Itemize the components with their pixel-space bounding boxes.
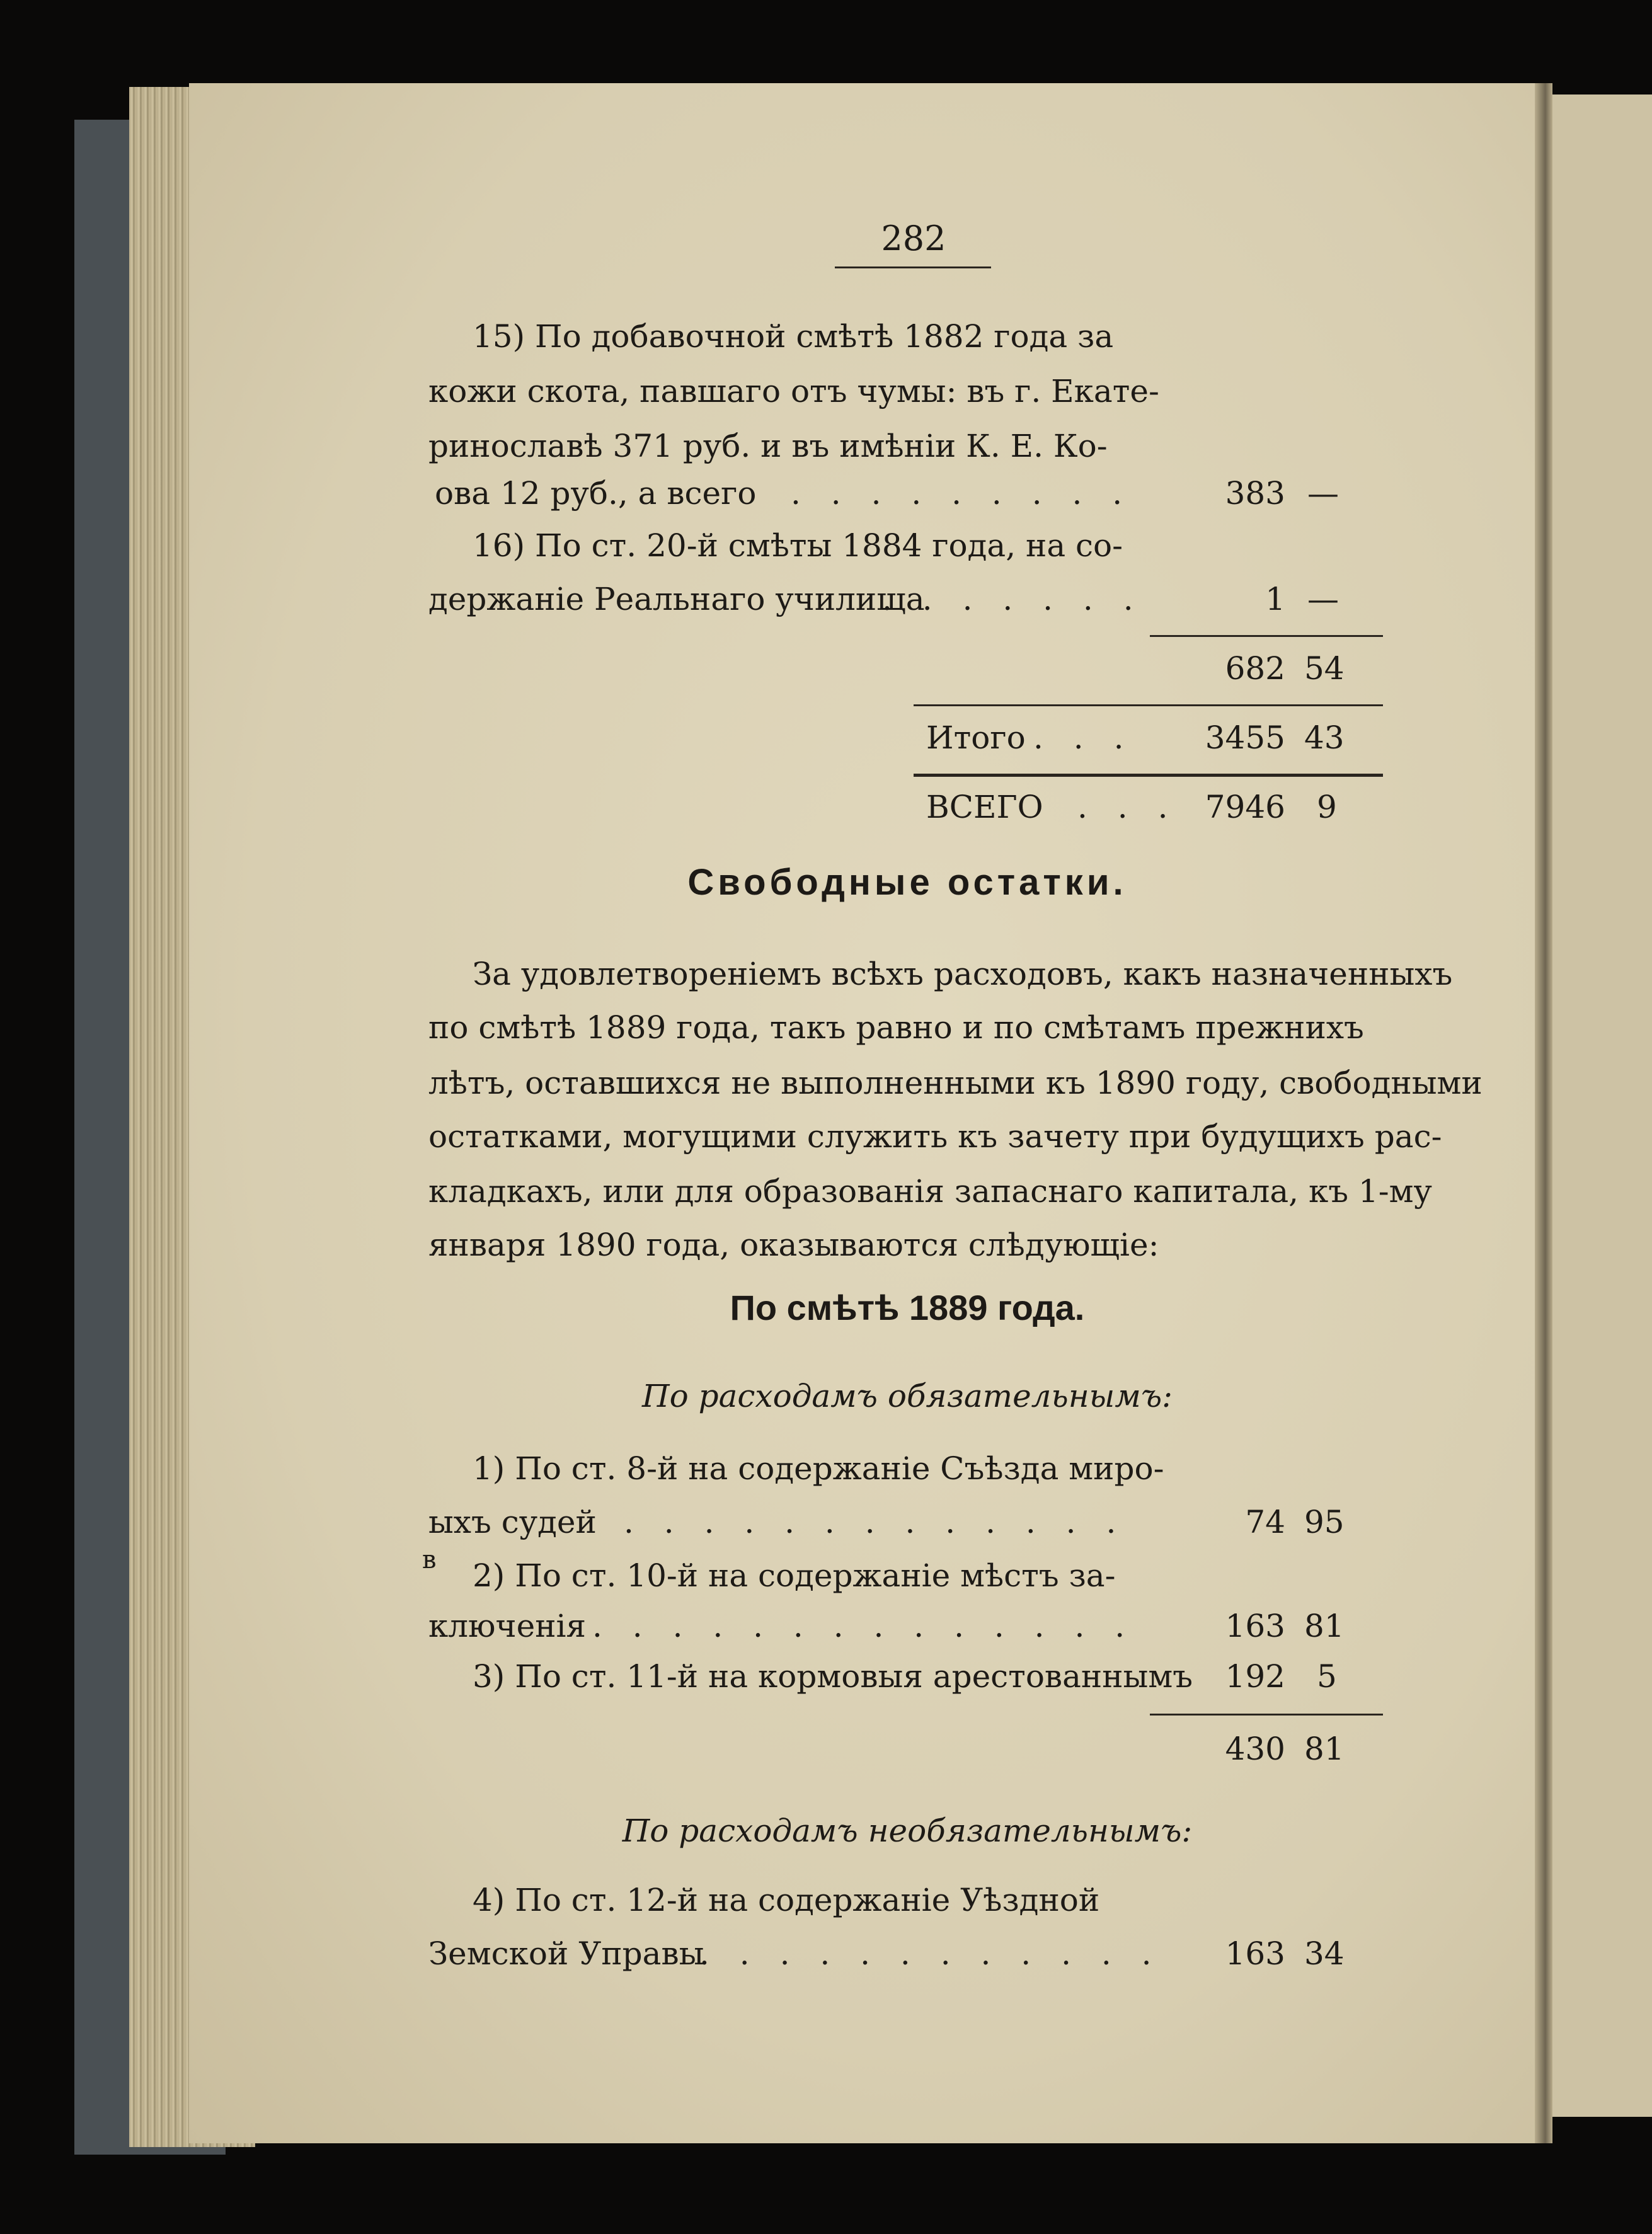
vsego-rule [914, 774, 1383, 777]
obligatory-total-kop: 81 [1304, 1731, 1345, 1767]
vsego-label: ВСЕГО [926, 789, 1043, 825]
vsego-rub: 7946 [1205, 789, 1285, 825]
subtotal-rub: 682 [1225, 650, 1285, 687]
section-title: Свободные остатки. [687, 862, 1127, 903]
itogo-kop: 43 [1304, 719, 1345, 756]
item-1-rub: 74 [1245, 1504, 1285, 1540]
item-15-line-4: ова 12 руб., а всего [435, 475, 757, 512]
item-1-line-1: 1) По ст. 8-й на содержанiе Съѣзда миро- [473, 1450, 1164, 1487]
item-15-line-2: кожи скота, павшаго отъ чумы: въ г. Екате- [428, 373, 1159, 410]
item-2-dots: . . . . . . . . . . . . . . [592, 1608, 1135, 1644]
item-4-line-1: 4) По ст. 12-й на содержанiе Уѣздной [473, 1882, 1100, 1918]
itogo-label: Итого [926, 719, 1026, 756]
item-4-line-2: Земской Управы [428, 1935, 704, 1972]
item-15-line-3: ринославѣ 371 руб. и въ имѣнiи К. Е. Ко- [428, 428, 1108, 464]
facing-page-edge [1547, 95, 1652, 2117]
item-16-line-1: 16) По ст. 20-й смѣты 1884 года, на со- [473, 527, 1123, 564]
obligatory-total-rule [1150, 1714, 1383, 1716]
itogo-rule [914, 704, 1383, 706]
item-1-dots: . . . . . . . . . . . . . [624, 1504, 1127, 1540]
item-2-kop: 81 [1304, 1608, 1345, 1644]
paragraph-line-6: января 1890 года, оказываются слѣдующiе: [428, 1227, 1159, 1263]
item-2-line-2: ключенiя [428, 1608, 587, 1644]
page-number-rule [835, 266, 991, 268]
item-16-rub: 1 [1265, 581, 1285, 617]
item-1-kop: 95 [1304, 1504, 1345, 1540]
optional-heading: По расходамъ необязательнымъ: [622, 1813, 1193, 1849]
item-15-dots: . . . . . . . . . [791, 475, 1133, 512]
paragraph-line-5: кладкахъ, или для образованiя запаснаго капитала, къ 1-му [428, 1173, 1432, 1210]
item-15-line-1: 15) По добавочной смѣтѣ 1882 года за [473, 318, 1114, 355]
item-4-kop: 34 [1304, 1935, 1345, 1972]
paragraph-line-2: по смѣтѣ 1889 года, такъ равно и по смѣтамъ прежнихъ [428, 1009, 1364, 1046]
obligatory-total-rub: 430 [1225, 1731, 1285, 1767]
margin-mark: в [422, 1545, 437, 1574]
itogo-dots: . . . [1033, 719, 1134, 756]
subsection-title: По смѣтѣ 1889 года. [730, 1288, 1085, 1327]
item-15-kop: — [1307, 475, 1339, 512]
item-15-rub: 383 [1225, 475, 1285, 512]
item-2-rub: 163 [1225, 1608, 1285, 1644]
subtotal-rule [1150, 635, 1383, 637]
paragraph-line-4: остатками, могущими служить къ зачету при будущихъ рас- [428, 1118, 1442, 1155]
subtotal-kop: 54 [1304, 650, 1345, 687]
paragraph-line-1: За удовлетворенiемъ всѣхъ расходовъ, какъ назначенныхъ [473, 956, 1453, 992]
book-gutter [1535, 83, 1552, 2143]
item-16-kop: — [1307, 581, 1339, 617]
item-4-rub: 163 [1225, 1935, 1285, 1972]
item-3-line-1: 3) По ст. 11-й на кормовыя арестованнымъ [473, 1658, 1193, 1695]
item-3-rub: 192 [1225, 1658, 1285, 1695]
item-2-line-1: 2) По ст. 10-й на содержанiе мѣстъ за- [473, 1557, 1116, 1594]
item-3-kop: 5 [1317, 1658, 1337, 1695]
item-1-line-2: ыхъ судей [428, 1504, 597, 1540]
vsego-dots: . . . [1077, 789, 1178, 825]
page-number: 282 [881, 219, 946, 258]
vsego-kop: 9 [1317, 789, 1337, 825]
obligatory-heading: По расходамъ обязательнымъ: [641, 1378, 1173, 1414]
paragraph-line-3: лѣтъ, оставшихся не выполненными къ 1890 году, свободными [428, 1065, 1483, 1101]
item-4-dots: . . . . . . . . . . . . [699, 1935, 1162, 1972]
item-16-dots: . . . . . . . [882, 581, 1144, 617]
itogo-rub: 3455 [1205, 719, 1285, 756]
item-16-line-2: держанiе Реальнаго училища [428, 581, 925, 617]
